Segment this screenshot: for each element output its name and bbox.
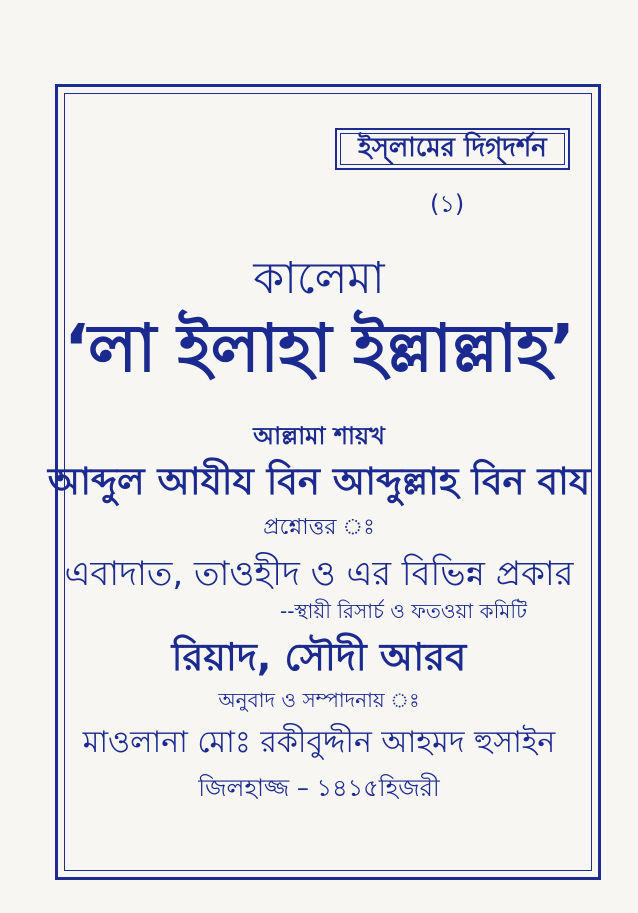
place-line: রিয়াদ, সৌদী আরব bbox=[171, 635, 467, 679]
translation-label: অনুবাদ ও সম্পাদনায় ঃ bbox=[218, 688, 420, 712]
author-honorific: আল্লামা শায়খ bbox=[253, 422, 385, 450]
committee-credit: --স্থায়ী রিসার্চ ও ফতওয়া কমিটি bbox=[280, 599, 528, 623]
main-title: ‘লা ইলাহা ইল্লাল্লাহ’ bbox=[63, 310, 575, 387]
series-title: ইস্‌লামের দিগ্‌দর্শন bbox=[358, 133, 547, 163]
volume-number: (১) bbox=[430, 190, 465, 218]
publication-date: জিলহাজ্জ – ১৪১৫হিজরী bbox=[198, 774, 440, 802]
qa-label: প্রশ্নোত্তর ঃ bbox=[263, 515, 375, 540]
author-name: আব্দুল আযীয বিন আব্দুল্লাহ বিন বায bbox=[47, 460, 591, 503]
translator-name: মাওলানা মোঃ রকীবুদ্দীন আহমদ হুসাইন bbox=[82, 725, 556, 760]
kalema-label: কালেমা bbox=[253, 253, 385, 304]
series-title-box bbox=[335, 128, 570, 170]
subject-line: এবাদাত, তাওহীদ ও এর বিভিন্ন প্রকার bbox=[64, 554, 574, 594]
